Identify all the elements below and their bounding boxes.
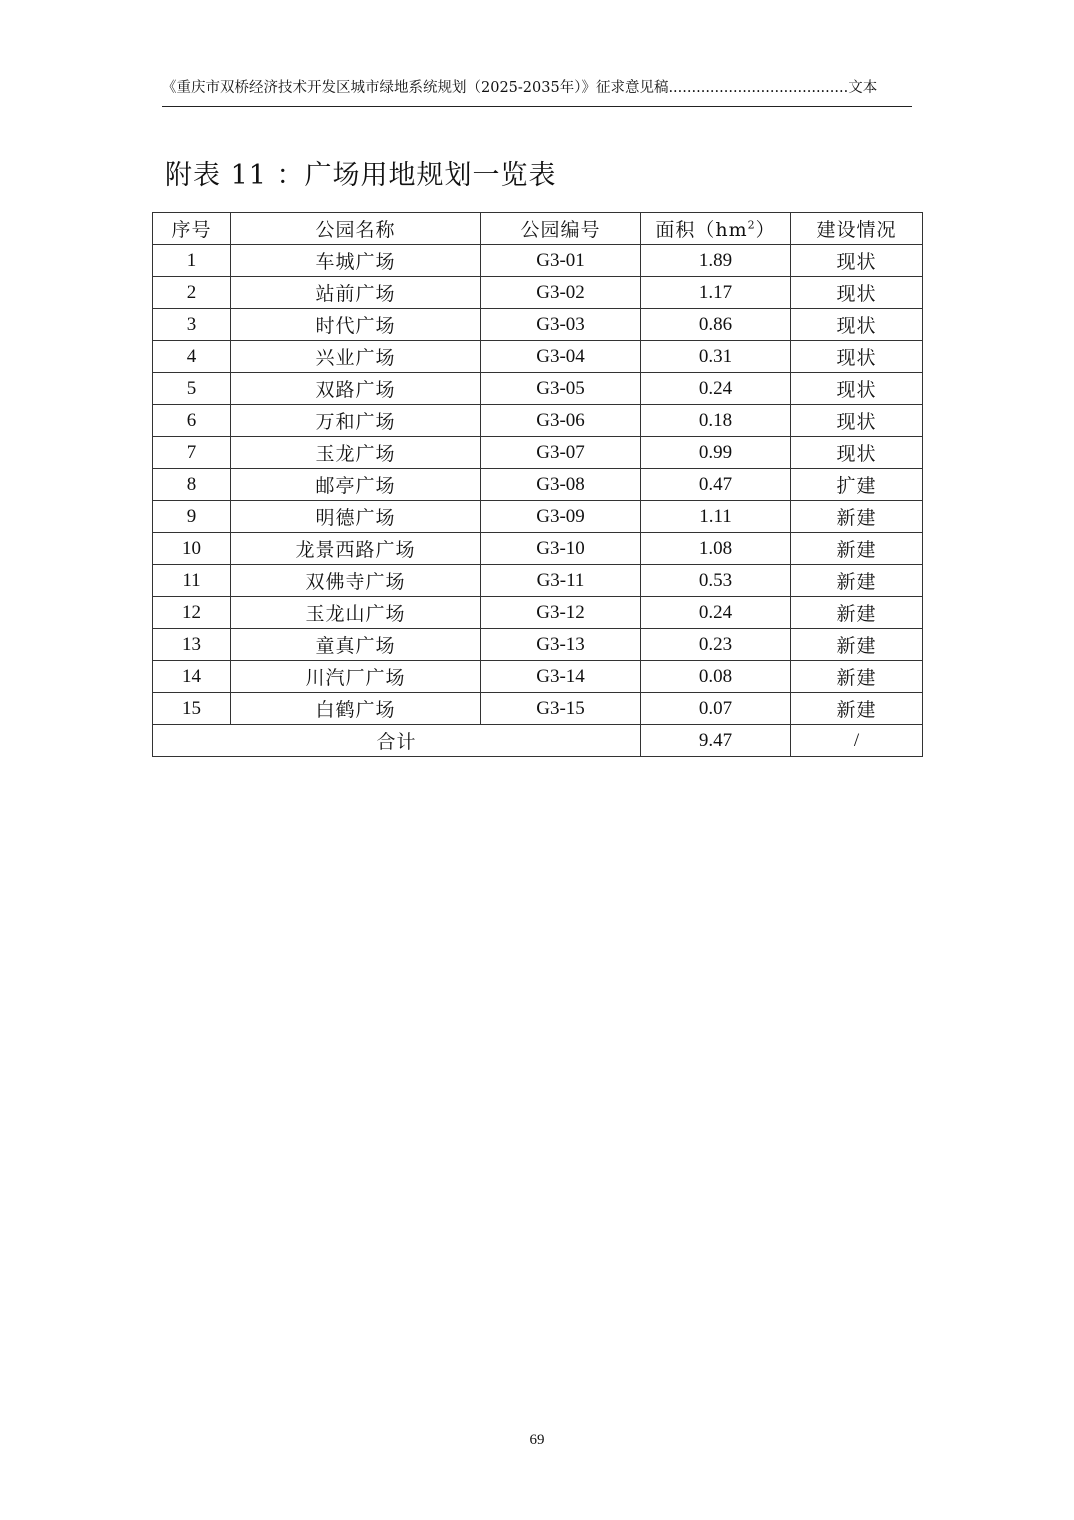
area-header-prefix: 面积（hm bbox=[655, 219, 748, 241]
cell-area: 0.07 bbox=[641, 693, 791, 725]
cell-park-code: G3-07 bbox=[481, 437, 641, 469]
table-row bbox=[153, 565, 923, 597]
cell-park-name: 万和广场 bbox=[231, 405, 481, 437]
cell-seq: 14 bbox=[153, 661, 231, 693]
cell-status: 新建 bbox=[791, 661, 923, 693]
cell-area: 1.89 bbox=[641, 245, 791, 277]
cell-park-name: 双路广场 bbox=[231, 373, 481, 405]
cell-park-code: G3-03 bbox=[481, 309, 641, 341]
cell-park-code: G3-11 bbox=[481, 565, 641, 597]
running-header: 《重庆市双桥经济技术开发区城市绿地系统规划（2025-2035年）》征求意见稿.......................................文本 bbox=[162, 80, 878, 96]
table-row bbox=[153, 693, 923, 725]
cell-park-name: 站前广场 bbox=[231, 277, 481, 309]
cell-park-code: G3-10 bbox=[481, 533, 641, 565]
cell-status: 现状 bbox=[791, 373, 923, 405]
cell-seq: 11 bbox=[153, 565, 231, 597]
column-header-name: 公园名称 bbox=[231, 213, 481, 245]
table-total-row bbox=[153, 725, 923, 757]
square-land-plan-table bbox=[152, 212, 923, 757]
table-row bbox=[153, 629, 923, 661]
area-header-superscript: 2 bbox=[747, 218, 756, 232]
cell-park-name: 邮亭广场 bbox=[231, 469, 481, 501]
cell-park-name: 童真广场 bbox=[231, 629, 481, 661]
cell-status: 新建 bbox=[791, 533, 923, 565]
column-header-code: 公园编号 bbox=[481, 213, 641, 245]
cell-status: 现状 bbox=[791, 437, 923, 469]
column-header-area bbox=[641, 213, 791, 245]
cell-area: 0.99 bbox=[641, 437, 791, 469]
table-row bbox=[153, 277, 923, 309]
table-row bbox=[153, 373, 923, 405]
cell-status: 新建 bbox=[791, 693, 923, 725]
total-area: 9.47 bbox=[641, 725, 791, 757]
cell-park-code: G3-09 bbox=[481, 501, 641, 533]
cell-area: 0.47 bbox=[641, 469, 791, 501]
table-row bbox=[153, 661, 923, 693]
cell-area: 0.24 bbox=[641, 373, 791, 405]
cell-park-code: G3-04 bbox=[481, 341, 641, 373]
cell-status: 新建 bbox=[791, 501, 923, 533]
column-header-seq: 序号 bbox=[153, 213, 231, 245]
cell-area: 1.11 bbox=[641, 501, 791, 533]
page-number: 69 bbox=[529, 1432, 545, 1448]
table-row bbox=[153, 245, 923, 277]
cell-area: 0.18 bbox=[641, 405, 791, 437]
cell-park-name: 玉龙山广场 bbox=[231, 597, 481, 629]
cell-seq: 2 bbox=[153, 277, 231, 309]
cell-park-code: G3-01 bbox=[481, 245, 641, 277]
cell-area: 0.23 bbox=[641, 629, 791, 661]
cell-park-name: 龙景西路广场 bbox=[231, 533, 481, 565]
cell-park-code: G3-12 bbox=[481, 597, 641, 629]
area-header-suffix: ） bbox=[755, 219, 776, 241]
cell-area: 0.24 bbox=[641, 597, 791, 629]
cell-park-name: 双佛寺广场 bbox=[231, 565, 481, 597]
cell-area: 1.08 bbox=[641, 533, 791, 565]
cell-seq: 8 bbox=[153, 469, 231, 501]
cell-park-code: G3-08 bbox=[481, 469, 641, 501]
table-row bbox=[153, 597, 923, 629]
cell-park-code: G3-06 bbox=[481, 405, 641, 437]
cell-status: 新建 bbox=[791, 629, 923, 661]
cell-park-code: G3-14 bbox=[481, 661, 641, 693]
cell-area: 0.86 bbox=[641, 309, 791, 341]
cell-seq: 9 bbox=[153, 501, 231, 533]
cell-seq: 15 bbox=[153, 693, 231, 725]
table-row bbox=[153, 309, 923, 341]
cell-status: 新建 bbox=[791, 597, 923, 629]
cell-park-name: 白鹤广场 bbox=[231, 693, 481, 725]
total-label: 合计 bbox=[153, 725, 641, 757]
cell-status: 新建 bbox=[791, 565, 923, 597]
cell-area: 0.08 bbox=[641, 661, 791, 693]
cell-seq: 1 bbox=[153, 245, 231, 277]
table-row bbox=[153, 341, 923, 373]
cell-park-code: G3-02 bbox=[481, 277, 641, 309]
table-title: 附表 11 ：广场用地规划一览表 bbox=[165, 160, 557, 191]
cell-park-name: 玉龙广场 bbox=[231, 437, 481, 469]
cell-status: 现状 bbox=[791, 245, 923, 277]
table-header-row bbox=[153, 213, 923, 245]
cell-status: 现状 bbox=[791, 405, 923, 437]
cell-seq: 13 bbox=[153, 629, 231, 661]
table-row bbox=[153, 437, 923, 469]
cell-seq: 4 bbox=[153, 341, 231, 373]
cell-park-name: 川汽厂广场 bbox=[231, 661, 481, 693]
cell-seq: 6 bbox=[153, 405, 231, 437]
cell-seq: 10 bbox=[153, 533, 231, 565]
cell-area: 0.53 bbox=[641, 565, 791, 597]
cell-status: 现状 bbox=[791, 309, 923, 341]
cell-park-name: 兴业广场 bbox=[231, 341, 481, 373]
cell-status: 现状 bbox=[791, 341, 923, 373]
cell-park-name: 时代广场 bbox=[231, 309, 481, 341]
cell-area: 0.31 bbox=[641, 341, 791, 373]
cell-seq: 7 bbox=[153, 437, 231, 469]
cell-park-code: G3-15 bbox=[481, 693, 641, 725]
cell-area: 1.17 bbox=[641, 277, 791, 309]
table-row bbox=[153, 533, 923, 565]
cell-park-code: G3-05 bbox=[481, 373, 641, 405]
table-row bbox=[153, 405, 923, 437]
cell-park-code: G3-13 bbox=[481, 629, 641, 661]
total-status: / bbox=[791, 725, 923, 757]
cell-status: 扩建 bbox=[791, 469, 923, 501]
table-row bbox=[153, 501, 923, 533]
cell-seq: 12 bbox=[153, 597, 231, 629]
cell-seq: 5 bbox=[153, 373, 231, 405]
column-header-status: 建设情况 bbox=[791, 213, 923, 245]
cell-park-name: 明德广场 bbox=[231, 501, 481, 533]
header-divider bbox=[162, 106, 912, 107]
cell-status: 现状 bbox=[791, 277, 923, 309]
table-row bbox=[153, 469, 923, 501]
cell-seq: 3 bbox=[153, 309, 231, 341]
cell-park-name: 车城广场 bbox=[231, 245, 481, 277]
